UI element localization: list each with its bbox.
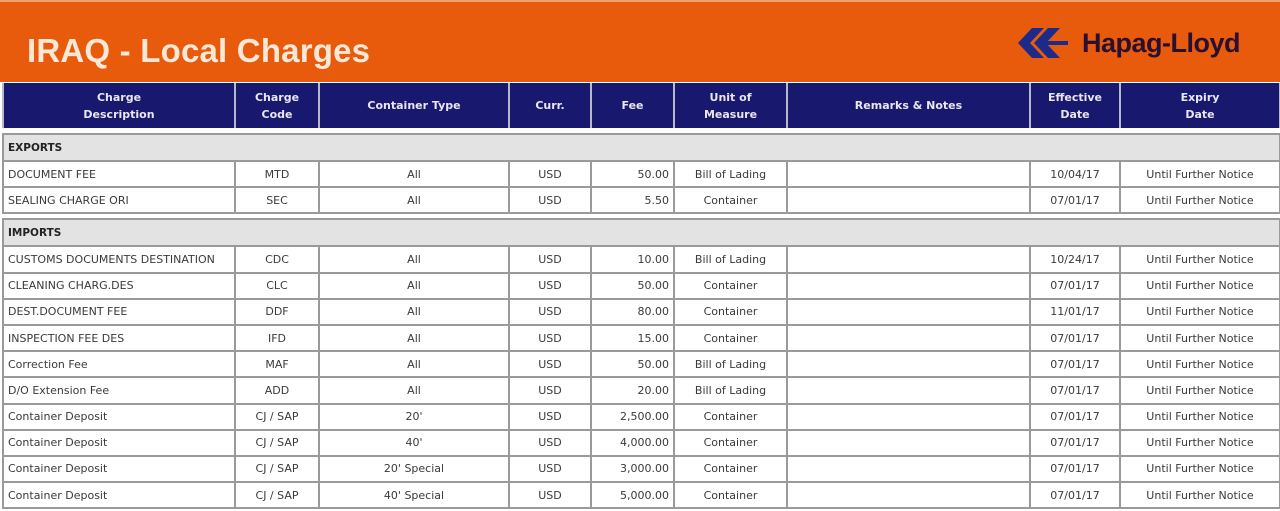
cell-currency: USD (509, 187, 591, 213)
local-charges-table (2, 83, 1280, 509)
table-row (3, 456, 1280, 482)
cell-fee: 5.50 (591, 187, 674, 213)
cell-fee: 2,500.00 (591, 404, 674, 430)
cell-description: Container Deposit (3, 456, 235, 482)
cell-expiry: Until Further Notice (1120, 430, 1280, 456)
cell-fee: 80.00 (591, 299, 674, 325)
cell-unit: Container (674, 482, 787, 508)
cell-effective: 07/01/17 (1030, 325, 1120, 351)
logo-text: Hapag-Lloyd (1082, 27, 1241, 58)
cell-code: CJ / SAP (235, 404, 319, 430)
cell-currency: USD (509, 325, 591, 351)
cell-currency: USD (509, 456, 591, 482)
cell-fee: 50.00 (591, 273, 674, 299)
column-header-fee (591, 83, 674, 128)
cell-effective: 07/01/17 (1030, 351, 1120, 377)
column-header-label: Effective (1047, 90, 1103, 104)
cell-container-type: 20' Special (319, 456, 509, 482)
column-header-label: Charge (254, 90, 300, 104)
cell-fee: 15.00 (591, 325, 674, 351)
column-header-label: Date (1185, 107, 1215, 121)
cell-remarks (787, 273, 1030, 299)
cell-container-type: 40' Special (319, 482, 509, 508)
cell-fee: 5,000.00 (591, 482, 674, 508)
table-row (3, 161, 1280, 187)
cell-container-type: All (319, 377, 509, 403)
cell-unit: Container (674, 273, 787, 299)
column-header-label: Measure (703, 107, 758, 121)
cell-expiry: Until Further Notice (1120, 325, 1280, 351)
cell-container-type: All (319, 161, 509, 187)
cell-remarks (787, 482, 1030, 508)
cell-effective: 10/24/17 (1030, 246, 1120, 272)
cell-description: DOCUMENT FEE (3, 161, 235, 187)
page-title: IRAQ - Local Charges (27, 32, 371, 69)
cell-expiry: Until Further Notice (1120, 187, 1280, 213)
cell-description: SEALING CHARGE ORI (3, 187, 235, 213)
page-banner (0, 0, 1280, 82)
column-header-charge-description (3, 83, 235, 128)
cell-expiry: Until Further Notice (1120, 246, 1280, 272)
section-title: EXPORTS (3, 134, 1280, 161)
cell-unit: Container (674, 325, 787, 351)
column-header-label: Fee (621, 99, 644, 112)
column-header-label: Code (261, 107, 293, 121)
cell-effective: 07/01/17 (1030, 273, 1120, 299)
cell-container-type: All (319, 246, 509, 272)
column-header-unit-of-measure (674, 83, 787, 128)
cell-code: CJ / SAP (235, 482, 319, 508)
column-header-label: Unit of (709, 90, 752, 104)
column-header-label: Expiry (1180, 90, 1220, 104)
cell-code: MTD (235, 161, 319, 187)
cell-container-type: 20' (319, 404, 509, 430)
cell-description: D/O Extension Fee (3, 377, 235, 403)
cell-container-type: 40' (319, 430, 509, 456)
column-header-remarks-notes (787, 83, 1030, 128)
cell-description: CLEANING CHARG.DES (3, 273, 235, 299)
cell-remarks (787, 299, 1030, 325)
cell-description: DEST.DOCUMENT FEE (3, 299, 235, 325)
cell-effective: 07/01/17 (1030, 377, 1120, 403)
cell-unit: Container (674, 456, 787, 482)
cell-description: CUSTOMS DOCUMENTS DESTINATION (3, 246, 235, 272)
cell-unit: Container (674, 187, 787, 213)
cell-effective: 07/01/17 (1030, 187, 1120, 213)
table-row (3, 430, 1280, 456)
cell-effective: 07/01/17 (1030, 482, 1120, 508)
cell-code: MAF (235, 351, 319, 377)
cell-expiry: Until Further Notice (1120, 456, 1280, 482)
cell-code: IFD (235, 325, 319, 351)
cell-effective: 07/01/17 (1030, 430, 1120, 456)
cell-code: DDF (235, 299, 319, 325)
cell-currency: USD (509, 377, 591, 403)
cell-currency: USD (509, 246, 591, 272)
cell-expiry: Until Further Notice (1120, 482, 1280, 508)
cell-description: Container Deposit (3, 482, 235, 508)
cell-fee: 10.00 (591, 246, 674, 272)
cell-code: CLC (235, 273, 319, 299)
column-header-currency (509, 83, 591, 128)
cell-remarks (787, 246, 1030, 272)
cell-code: CJ / SAP (235, 456, 319, 482)
cell-unit: Container (674, 299, 787, 325)
column-header-effective-date (1030, 83, 1120, 128)
cell-remarks (787, 456, 1030, 482)
section-header-imports (3, 219, 1280, 246)
table-row (3, 299, 1280, 325)
cell-expiry: Until Further Notice (1120, 351, 1280, 377)
brand-logo (1018, 24, 1240, 62)
cell-currency: USD (509, 161, 591, 187)
cell-effective: 07/01/17 (1030, 456, 1120, 482)
cell-effective: 10/04/17 (1030, 161, 1120, 187)
cell-fee: 4,000.00 (591, 430, 674, 456)
cell-code: CJ / SAP (235, 430, 319, 456)
cell-unit: Container (674, 430, 787, 456)
column-header-label: Charge (96, 90, 142, 104)
table-row (3, 325, 1280, 351)
table-header-row (3, 83, 1280, 128)
cell-unit: Container (674, 404, 787, 430)
cell-description: INSPECTION FEE DES (3, 325, 235, 351)
cell-description: Container Deposit (3, 404, 235, 430)
hapag-lloyd-logo-icon (1018, 26, 1068, 60)
table-row (3, 377, 1280, 403)
cell-remarks (787, 161, 1030, 187)
cell-unit: Bill of Lading (674, 377, 787, 403)
cell-unit: Bill of Lading (674, 351, 787, 377)
table-row (3, 404, 1280, 430)
column-header-label: Container Type (367, 99, 461, 112)
cell-container-type: All (319, 187, 509, 213)
cell-code: CDC (235, 246, 319, 272)
cell-effective: 07/01/17 (1030, 404, 1120, 430)
column-header-label: Remarks & Notes (854, 99, 963, 112)
column-header-label: Date (1060, 107, 1090, 121)
cell-container-type: All (319, 351, 509, 377)
cell-effective: 11/01/17 (1030, 299, 1120, 325)
cell-remarks (787, 351, 1030, 377)
cell-container-type: All (319, 325, 509, 351)
section-title: IMPORTS (3, 219, 1280, 246)
cell-expiry: Until Further Notice (1120, 299, 1280, 325)
table-row (3, 187, 1280, 213)
cell-remarks (787, 325, 1030, 351)
column-header-expiry-date (1120, 83, 1280, 128)
column-header-label: Description (83, 107, 155, 121)
cell-expiry: Until Further Notice (1120, 377, 1280, 403)
cell-fee: 20.00 (591, 377, 674, 403)
cell-currency: USD (509, 482, 591, 508)
cell-remarks (787, 404, 1030, 430)
cell-code: ADD (235, 377, 319, 403)
cell-remarks (787, 187, 1030, 213)
column-header-label: Curr. (535, 99, 565, 112)
cell-unit: Bill of Lading (674, 161, 787, 187)
cell-currency: USD (509, 351, 591, 377)
cell-currency: USD (509, 299, 591, 325)
cell-expiry: Until Further Notice (1120, 161, 1280, 187)
section-header-exports (3, 134, 1280, 161)
cell-description: Container Deposit (3, 430, 235, 456)
cell-unit: Bill of Lading (674, 246, 787, 272)
table-row (3, 246, 1280, 272)
cell-remarks (787, 377, 1030, 403)
table-row (3, 273, 1280, 299)
cell-container-type: All (319, 299, 509, 325)
cell-code: SEC (235, 187, 319, 213)
cell-fee: 3,000.00 (591, 456, 674, 482)
table-row (3, 482, 1280, 508)
cell-expiry: Until Further Notice (1120, 404, 1280, 430)
table-row (3, 351, 1280, 377)
cell-expiry: Until Further Notice (1120, 273, 1280, 299)
cell-fee: 50.00 (591, 161, 674, 187)
cell-remarks (787, 430, 1030, 456)
cell-currency: USD (509, 404, 591, 430)
column-header-charge-code (235, 83, 319, 128)
cell-currency: USD (509, 273, 591, 299)
cell-container-type: All (319, 273, 509, 299)
cell-fee: 50.00 (591, 351, 674, 377)
cell-description: Correction Fee (3, 351, 235, 377)
column-header-container-type (319, 83, 509, 128)
cell-currency: USD (509, 430, 591, 456)
